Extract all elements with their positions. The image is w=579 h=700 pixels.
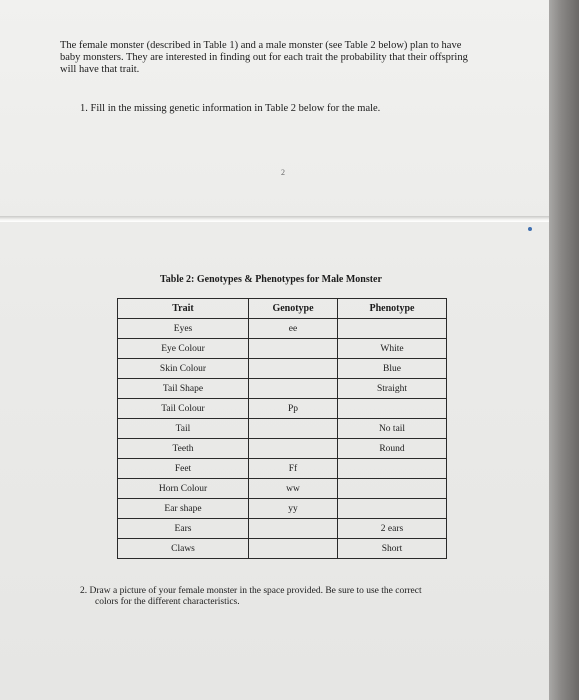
phenotype-cell: 2 ears <box>338 519 447 539</box>
intro-line-3: will have that trait. <box>60 64 140 75</box>
genotype-phenotype-table <box>117 298 447 559</box>
phenotype-cell: Short <box>338 539 447 559</box>
table-row <box>118 439 447 459</box>
genotype-cell: ee <box>249 319 338 339</box>
table-caption: Table 2: Genotypes & Phenotypes for Male Monster <box>160 274 382 285</box>
question-2-line-2: colors for the different characteristics. <box>95 597 240 607</box>
question-2 <box>80 586 480 608</box>
intro-line-1: The female monster (described in Table 1) and a male monster (see Table 2 below) plan to have <box>60 40 462 51</box>
trait-cell: Tail Colour <box>118 399 249 419</box>
trait-cell: Teeth <box>118 439 249 459</box>
blue-dot-mark <box>528 227 532 231</box>
table-row <box>118 539 447 559</box>
phenotype-cell: White <box>338 339 447 359</box>
table-row <box>118 339 447 359</box>
table-row <box>118 359 447 379</box>
table-row <box>118 419 447 439</box>
trait-cell: Skin Colour <box>118 359 249 379</box>
phenotype-cell: No tail <box>338 419 447 439</box>
trait-cell: Tail Shape <box>118 379 249 399</box>
question-2-line-1: 2. Draw a picture of your female monster in the space provided. Be sure to use the correct <box>80 586 422 596</box>
table-row <box>118 459 447 479</box>
genotype-cell[interactable] <box>249 419 338 439</box>
phenotype-cell[interactable] <box>338 459 447 479</box>
table-row <box>118 399 447 419</box>
genotype-cell[interactable] <box>249 339 338 359</box>
table-row <box>118 499 447 519</box>
genotype-cell: Ff <box>249 459 338 479</box>
genotype-cell[interactable] <box>249 539 338 559</box>
page-number: 2 <box>281 168 285 177</box>
genotype-cell[interactable] <box>249 519 338 539</box>
phenotype-cell: Round <box>338 439 447 459</box>
phenotype-cell[interactable] <box>338 399 447 419</box>
header-trait: Trait <box>118 299 249 319</box>
trait-cell: Claws <box>118 539 249 559</box>
table-row <box>118 479 447 499</box>
trait-cell: Ear shape <box>118 499 249 519</box>
background-surface <box>549 0 579 700</box>
table-row <box>118 319 447 339</box>
trait-cell: Ears <box>118 519 249 539</box>
phenotype-cell[interactable] <box>338 479 447 499</box>
phenotype-cell: Blue <box>338 359 447 379</box>
question-1: 1. Fill in the missing genetic information in Table 2 below for the male. <box>80 103 381 114</box>
trait-cell: Feet <box>118 459 249 479</box>
header-phenotype: Phenotype <box>338 299 447 319</box>
trait-cell: Horn Colour <box>118 479 249 499</box>
trait-cell: Eyes <box>118 319 249 339</box>
trait-cell: Tail <box>118 419 249 439</box>
table-row <box>118 519 447 539</box>
page-fold-divider <box>0 216 549 222</box>
intro-line-2: baby monsters. They are interested in finding out for each trait the probability that their offspring <box>60 52 468 63</box>
intro-paragraph <box>60 40 510 76</box>
genotype-cell: ww <box>249 479 338 499</box>
phenotype-cell[interactable] <box>338 499 447 519</box>
genotype-cell: yy <box>249 499 338 519</box>
table-row <box>118 379 447 399</box>
table-header-row <box>118 299 447 319</box>
genotype-cell[interactable] <box>249 439 338 459</box>
phenotype-cell: Straight <box>338 379 447 399</box>
genotype-cell: Pp <box>249 399 338 419</box>
phenotype-cell[interactable] <box>338 319 447 339</box>
genotype-cell[interactable] <box>249 359 338 379</box>
table-body <box>118 319 447 559</box>
header-genotype: Genotype <box>249 299 338 319</box>
trait-cell: Eye Colour <box>118 339 249 359</box>
genotype-cell[interactable] <box>249 379 338 399</box>
